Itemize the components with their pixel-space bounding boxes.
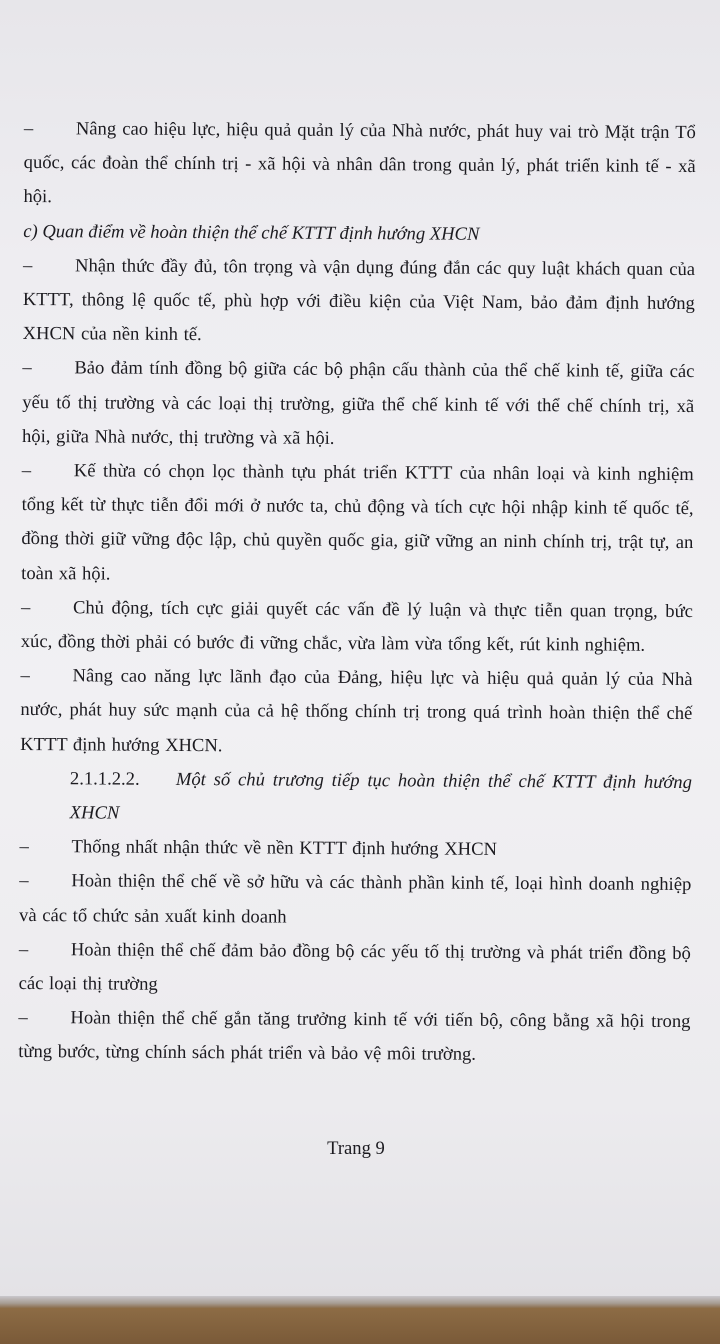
list-item-text: Bảo đảm tính đồng bộ giữa các bộ phận cấu thành của thể chế kinh tế, giữa các yếu tố thị trường và các loại thị trường, giữa thể chế kinh tế với thể chế chính trị, xã hội, giữa Nhà nước, thị trường và xã hội. bbox=[21, 357, 695, 449]
dash-bullet: – bbox=[21, 460, 32, 482]
list-item bbox=[19, 864, 691, 937]
section-title: Một số chủ trương tiếp tục hoàn thiện thể chế KTTT định hướng XHCN bbox=[69, 768, 692, 824]
document-body bbox=[18, 112, 696, 1074]
list-item bbox=[23, 249, 696, 356]
paragraph-text: Nâng cao hiệu lực, hiệu quả quản lý của Nhà nước, phát huy vai trò Mặt trận Tổ quốc, các đoàn thể chính trị - xã hội và nhân dân trong quản lý, phát triển kinh tế - xã hội. bbox=[23, 118, 696, 208]
dash-bullet: – bbox=[23, 117, 34, 140]
page-edge bbox=[0, 1296, 720, 1308]
dash-bullet: – bbox=[20, 665, 30, 687]
list-item-text: Hoàn thiện thể chế gắn tăng trưởng kinh tế với tiến bộ, công bằng xã hội trong từng bước, từng chính sách phát triển và bảo vệ môi trường. bbox=[18, 1007, 691, 1066]
list-item-text: Hoàn thiện thể chế về sở hữu và các thành phần kinh tế, loại hình doanh nghiệp và các tổ chức sản xuất kinh doanh bbox=[19, 870, 692, 928]
list-item-text: Nâng cao năng lực lãnh đạo của Đảng, hiệu lực và hiệu quả quản lý của Nhà nước, phát huy sức mạnh của cả hệ thống chính trị trong quá trình hoàn thiện thể chế KTTT định hướng XHCN. bbox=[20, 665, 693, 756]
paragraph bbox=[23, 112, 696, 219]
list-item bbox=[21, 454, 694, 595]
list-item bbox=[19, 830, 691, 868]
dash-bullet: – bbox=[18, 1007, 28, 1029]
dash-bullet: – bbox=[18, 938, 29, 960]
list-item bbox=[22, 351, 695, 458]
list-item bbox=[20, 659, 693, 766]
section-heading-c: c) Quan điểm về hoàn thiện thể chế KTTT định hướng XHCN bbox=[23, 220, 480, 245]
dash-bullet: – bbox=[19, 836, 29, 858]
section-heading bbox=[20, 762, 692, 835]
list-item-text: Chủ động, tích cực giải quyết các vấn đề lý luận và thực tiễn quan trọng, bức xúc, đồng thời phải có bước đi vững chắc, vừa làm vừa tổng kết, rút kinh nghiệm. bbox=[20, 597, 694, 656]
dash-bullet: – bbox=[20, 596, 31, 618]
list-item-text: Hoàn thiện thể chế đảm bảo đồng bộ các yếu tố thị trường và phát triển đồng bộ các loại thị trường bbox=[18, 939, 691, 995]
list-item-text: Kế thừa có chọn lọc thành tựu phát triển KTTT của nhân loại và kinh nghiệm tổng kết từ thực tiễn đổi mới ở nước ta, chủ động và tích cực hội nhập kinh tế quốc tế, đồng thời giữ vững độc lập, chủ quyền quốc gia, giữ vững an ninh chính trị, trật tự, an toàn xã hội. bbox=[21, 460, 694, 585]
dash-bullet: – bbox=[22, 357, 32, 379]
table-surface bbox=[0, 1308, 720, 1344]
section-number: 2.1.1.2.2. bbox=[69, 768, 140, 790]
dash-bullet: – bbox=[19, 870, 29, 892]
list-item-text: Nhận thức đầy đủ, tôn trọng và vận dụng đúng đắn các quy luật khách quan của KTTT, thông lệ quốc tế, phù hợp với điều kiện của Việt Nam, bảo đảm định hướng XHCN của nền kinh tế. bbox=[22, 255, 696, 346]
page-number: Trang 9 bbox=[327, 1138, 385, 1159]
list-item bbox=[19, 933, 691, 1006]
list-item bbox=[21, 591, 693, 664]
list-item bbox=[18, 1001, 690, 1074]
list-item-text: Thống nhất nhận thức về nền KTTT định hướng XHCN bbox=[71, 836, 498, 861]
dash-bullet: – bbox=[22, 254, 33, 276]
